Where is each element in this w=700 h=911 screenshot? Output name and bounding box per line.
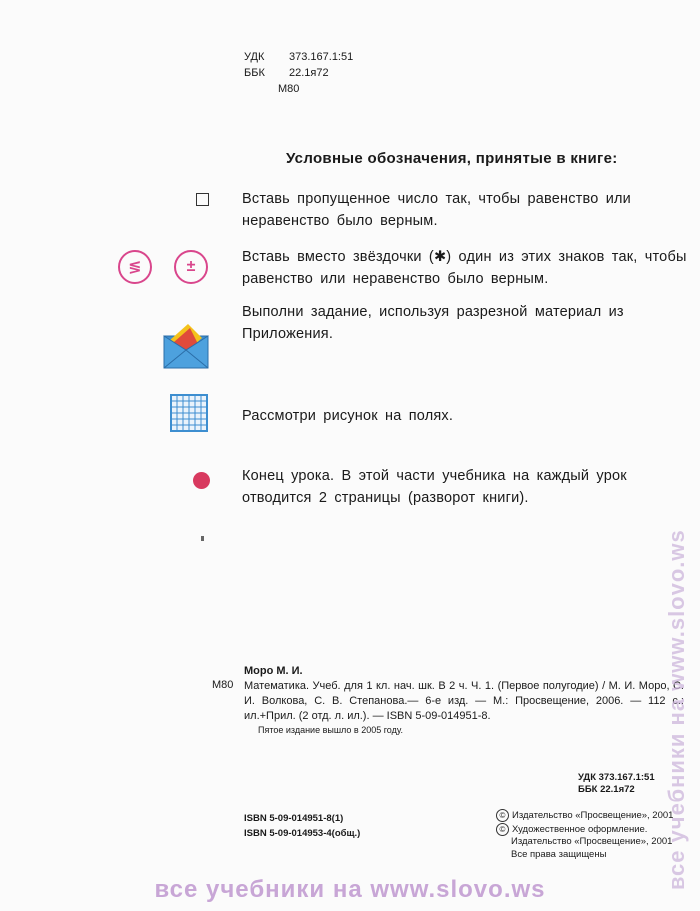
udk-label: УДК [244, 51, 265, 63]
bib-code: М80 [212, 679, 234, 691]
copyright-icon: © [496, 823, 509, 836]
envelope-icon [162, 320, 210, 370]
red-dot-icon [193, 472, 210, 489]
bbk-footer-line: ББК 22.1я72 [578, 784, 635, 795]
isbn-part1: ISBN 5-09-014951-8(1) [244, 813, 344, 824]
legend-item-missing-number: Вставь пропущенное число так, чтобы равенство или неравенство было верным. [242, 191, 631, 229]
udk-value: 373.167.1:51 [289, 51, 354, 63]
bbk-value: 22.1я72 [289, 67, 329, 79]
legend-heading: Условные обозначения, принятые в книге: [286, 150, 618, 167]
legend-item-lesson-end: Конец урока. В этой части учебника на каждый урок отводится 2 страницы (разворот книги). [242, 468, 627, 506]
empty-square-icon [196, 193, 209, 206]
grid-icon [170, 394, 208, 432]
bottom-watermark: все учебники на www.slovo.ws [154, 876, 546, 903]
author-name: Моро М. И. [244, 665, 303, 677]
ink-mark [201, 536, 204, 541]
isbn-total: ISBN 5-09-014953-4(общ.) [244, 828, 361, 839]
legend-item-margin-picture: Рассмотри рисунок на полях. [242, 408, 454, 424]
udk-footer-line: УДК 373.167.1:51 [578, 772, 655, 783]
legend-item-cutout-material: Выполни задание, используя разрезной материал из Приложения. [242, 304, 624, 342]
side-watermark: все учебники на www.slovo.ws [664, 529, 689, 890]
udk-footer [578, 772, 655, 796]
copyright-line2: Художественное оформление. [512, 823, 648, 835]
isbn-block [244, 811, 360, 841]
comparison-signs-icon [118, 250, 152, 284]
udk-header [244, 49, 353, 97]
copyright-line3: Издательство «Просвещение», 2001 [511, 836, 673, 848]
copyright-block [496, 809, 673, 861]
plus-minus-icon [174, 250, 208, 284]
less-greater-symbol: ≶ [128, 259, 142, 276]
bib-description: Математика. Учеб. для 1 кл. нач. шк. В 2 ч. Ч. 1. (Первое полугодие) / М. И. Моро, С. И. Волкова, С. В. Степанова.— 6-е изд. — М.: Просвещение, 2006. — 112 с.: ил.+Прил. (2 отд. л. ил.). — ISBN 5-09-014951-8. [244, 680, 684, 722]
plus-minus-symbol: ± [186, 258, 196, 275]
book-code: М80 [278, 83, 300, 95]
bbk-label: ББК [244, 67, 265, 79]
copyright-icon: © [496, 809, 509, 822]
copyright-line1: Издательство «Просвещение», 2001 [512, 810, 674, 822]
edition-note: Пятое издание вышло в 2005 году. [258, 725, 403, 735]
copyright-line4: Все права защищены [511, 848, 607, 860]
legend-item-insert-sign: Вставь вместо звёздочки (✱) один из этих знаков так, чтобы равенство или неравенство было верным. [242, 249, 687, 287]
